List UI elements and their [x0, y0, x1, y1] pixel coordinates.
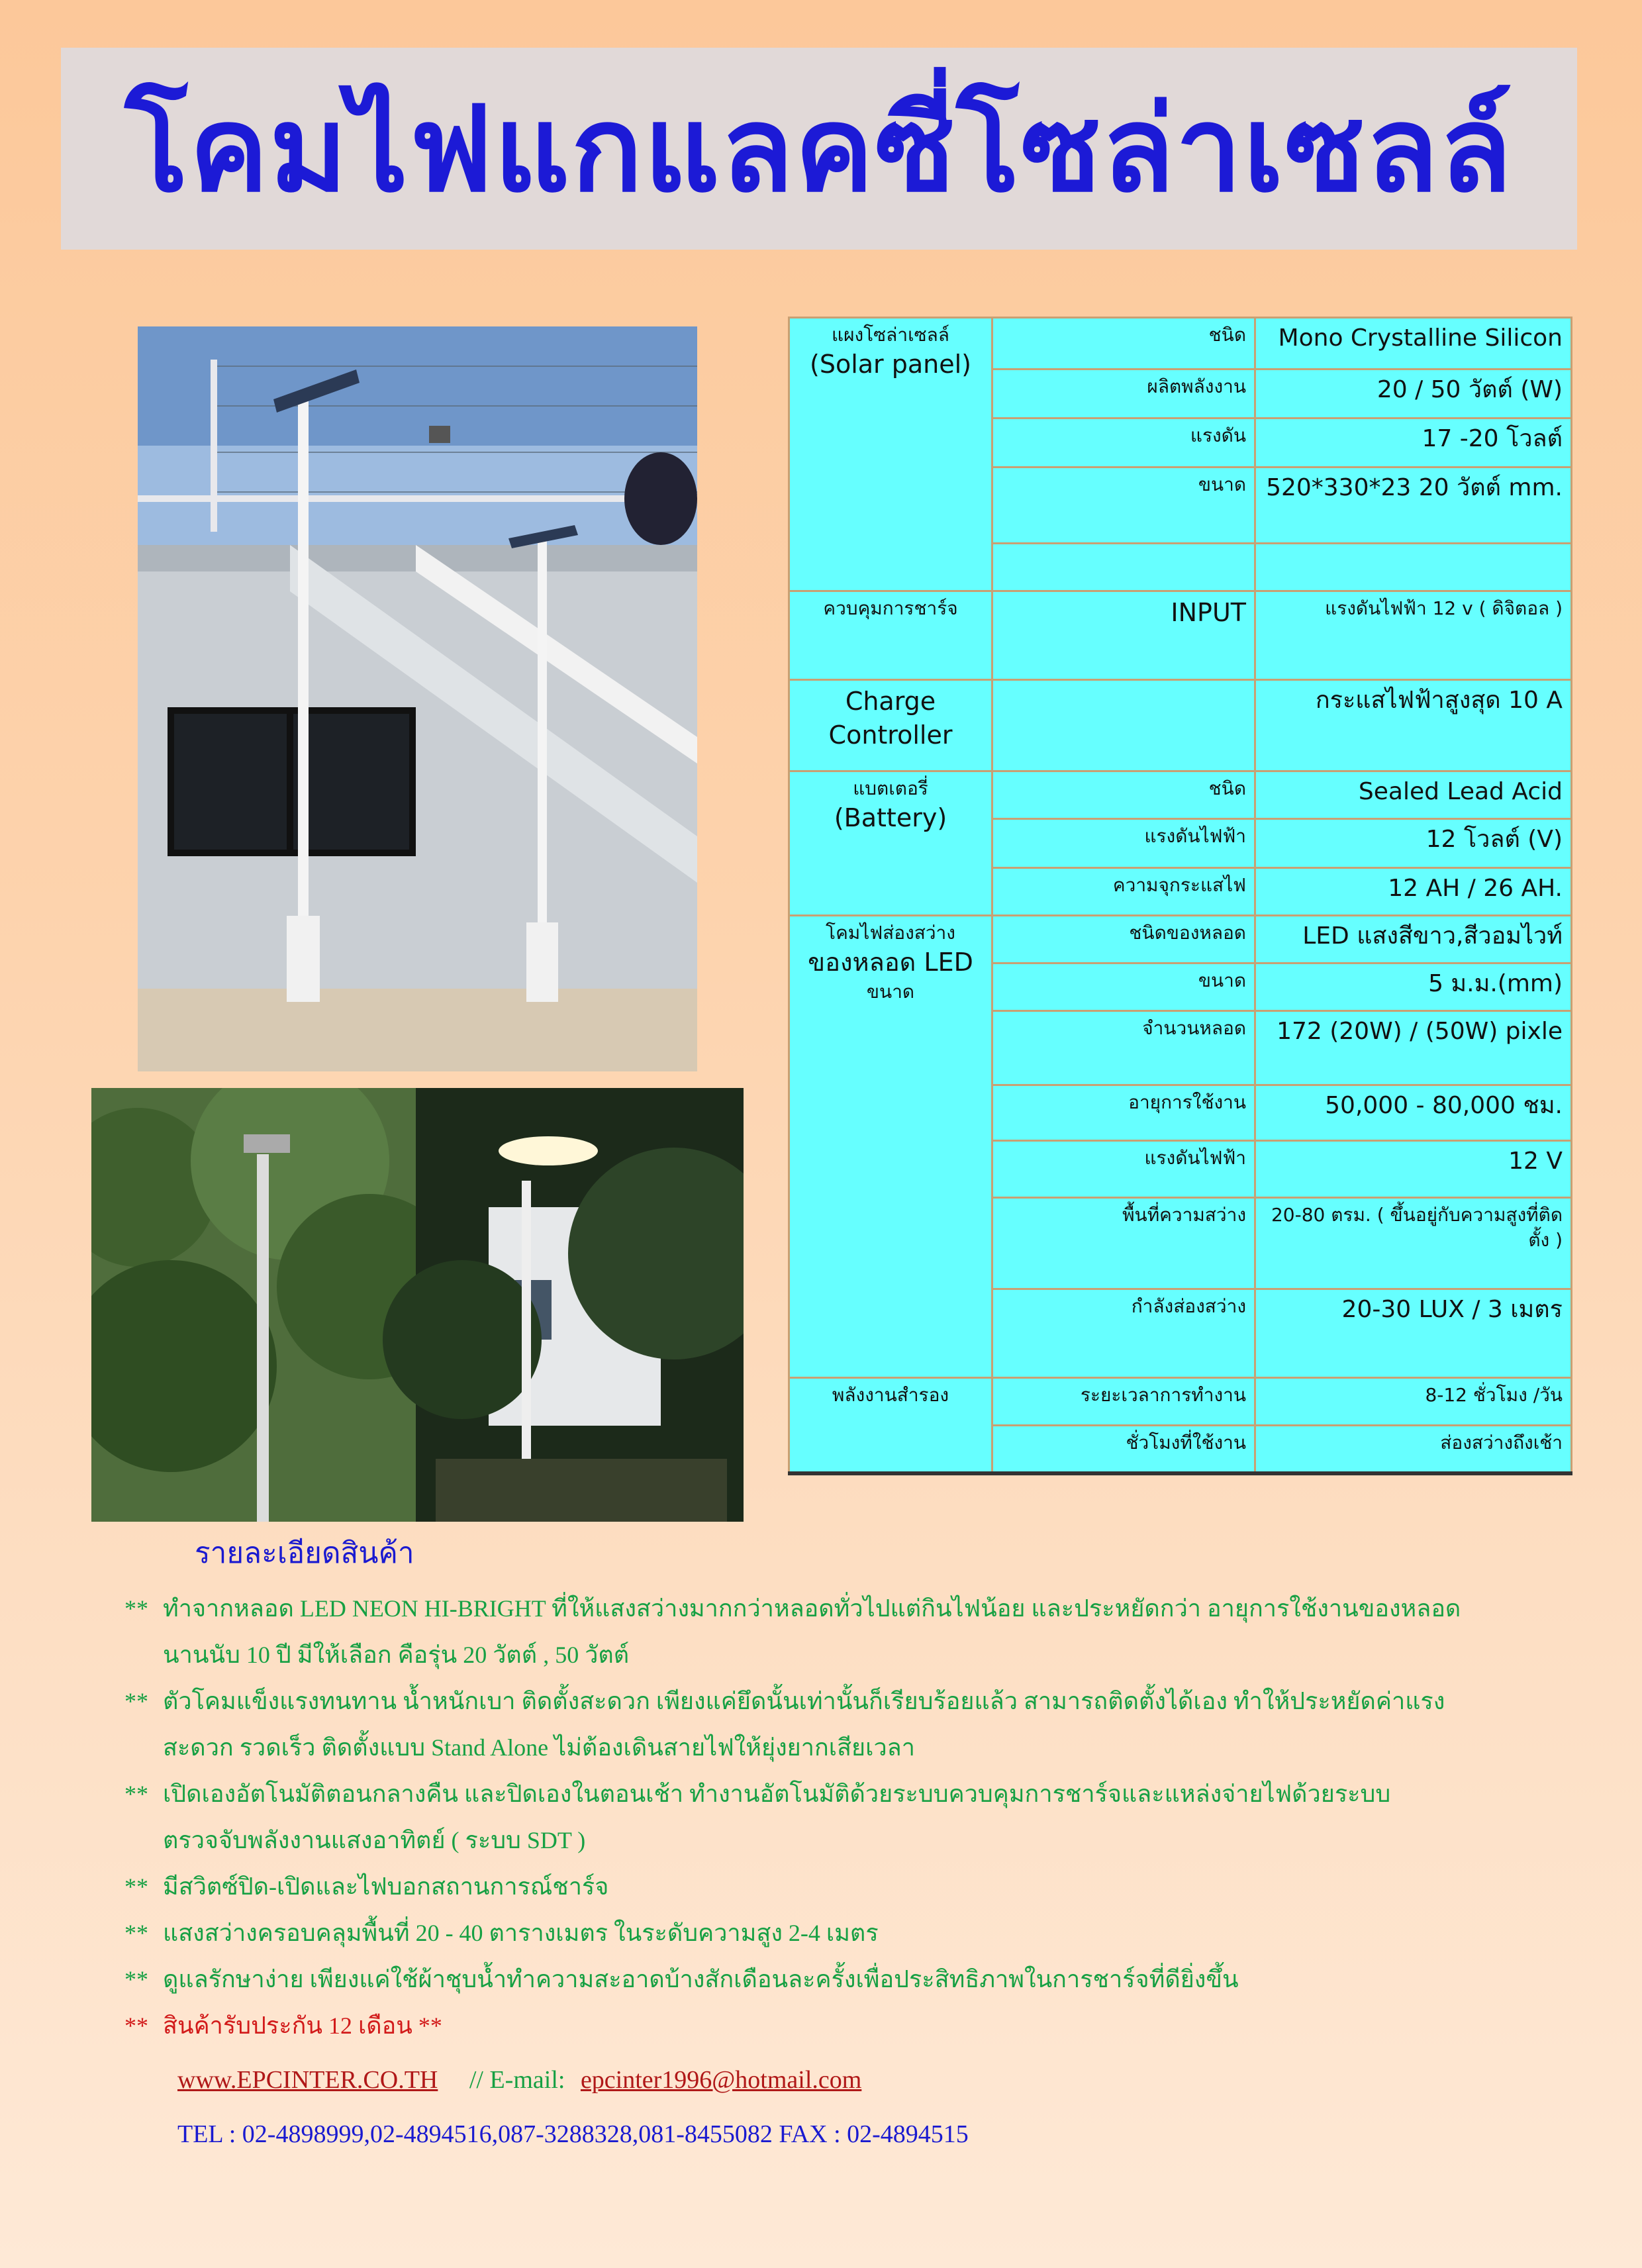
spec-value: 12 โวลต์ (V): [1255, 819, 1572, 868]
spec-value: 17 -20 โวลต์: [1255, 419, 1572, 468]
details-item-text: [163, 1585, 1581, 1678]
details-item-text: [163, 1910, 1581, 1956]
details-item: [124, 1956, 1581, 2002]
spec-label: ชนิด: [992, 771, 1255, 819]
spec-table: [788, 317, 1572, 1475]
spec-category-line: Charge: [845, 687, 936, 716]
details-line: ตรวจจับพลังงานแสงอาทิตย์ ( ระบบ SDT ): [163, 1827, 586, 1853]
spec-category-line: Controller: [828, 720, 953, 750]
bullet-marker: **: [124, 1920, 148, 1946]
details-item: [124, 1863, 1581, 1910]
spec-row: [789, 591, 1572, 680]
contact-web-row: [177, 2053, 969, 2107]
spec-label: ชนิดของหลอด: [992, 916, 1255, 963]
spec-label: พื้นที่ความสว่าง: [992, 1198, 1255, 1289]
spec-category: [789, 591, 992, 680]
spec-category: [789, 318, 992, 591]
spec-label: แรงดันไฟฟ้า: [992, 819, 1255, 868]
spec-label: ขนาด: [992, 468, 1255, 544]
spec-row: [789, 916, 1572, 963]
spec-value: 12 AH / 26 AH.: [1255, 868, 1572, 916]
spec-label: ความจุกระแสไฟ: [992, 868, 1255, 916]
spec-value: 172 (20W) / (50W) pixle: [1255, 1011, 1572, 1085]
details-line: ดูแลรักษาง่าย เพียงแค่ใช้ผ้าชุบน้ำทำความสะอาดบ้างสักเดือนละครั้งเพื่อประสิทธิภาพในการชาร์จที่ดียิ่งขึ้น: [163, 1966, 1239, 1993]
page-title: โคมไฟแกแลคซี่โซล่าเซลล์: [124, 81, 1514, 218]
spec-value: 20-80 ตรม. ( ขึ้นอยู่กับความสูงที่ติดตั้ง ): [1255, 1198, 1572, 1289]
warranty-text: สินค้ารับประกัน 12 เดือน **: [163, 2012, 442, 2039]
spec-category: [789, 680, 992, 771]
spec-category: [789, 771, 992, 916]
spec-category-line: (Solar panel): [810, 349, 971, 379]
spec-category-line: พลังงานสำรอง: [832, 1384, 949, 1406]
spec-row: [789, 771, 1572, 819]
spec-value: 20 / 50 วัตต์ (W): [1255, 370, 1572, 419]
spec-category: [789, 916, 992, 1378]
details-line: เปิดเองอัตโนมัติตอนกลางคืน และปิดเองในตอนเช้า ทำงานอัตโนมัติด้วยระบบควบคุมการชาร์จและแหล่งจ่ายไฟด้วยระบบ: [163, 1781, 1391, 1807]
spec-label: [992, 680, 1255, 771]
bullet-marker: **: [124, 1688, 148, 1714]
spec-value: กระแสไฟฟ้าสูงสุด 10 A: [1255, 680, 1572, 771]
spec-row: [789, 680, 1572, 771]
spec-value: 12 V: [1255, 1141, 1572, 1198]
spec-category-line: แบตเตอรี่: [853, 777, 928, 799]
spec-value: 5 ม.ม.(mm): [1255, 963, 1572, 1011]
spec-value: ส่องสว่างถึงเช้า: [1255, 1426, 1572, 1473]
details-item-text: [163, 1771, 1581, 1863]
details-line: ทำจากหลอด LED NEON HI-BRIGHT ที่ให้แสงสว่างมากกว่าหลอดทั่วไปแต่กินไฟน้อย และประหยัดกว่า อายุการใช้งานของหลอด: [163, 1595, 1461, 1622]
spec-label: อายุการใช้งาน: [992, 1085, 1255, 1141]
spec-label: แรงดันไฟฟ้า: [992, 1141, 1255, 1198]
details-line: มีสวิตซ์ปิด-เปิดและไฟบอกสถานการณ์ชาร์จ: [163, 1873, 609, 1900]
phone-fax: TEL : 02-4898999,02-4894516,087-3288328,081-8455082 FAX : 02-4894515: [177, 2120, 969, 2148]
spec-value: แรงดันไฟฟ้า 12 v ( ดิจิตอล ): [1255, 591, 1572, 680]
spec-label: จำนวนหลอด: [992, 1011, 1255, 1085]
bullet-marker: **: [124, 1781, 148, 1807]
bullet-marker: **: [124, 1966, 148, 1993]
spec-label: ผลิตพลังงาน: [992, 370, 1255, 419]
product-details: [124, 1530, 1581, 2049]
email-label: // E-mail:: [469, 2066, 565, 2094]
details-item-text: [163, 1956, 1581, 2002]
details-item: [124, 1678, 1581, 1771]
spec-value: 8-12 ชั่วโมง /วัน: [1255, 1378, 1572, 1426]
spec-row: [789, 318, 1572, 370]
spec-category-line: ขนาด: [866, 981, 915, 1003]
spec-value: 50,000 - 80,000 ชม.: [1255, 1085, 1572, 1141]
details-line: แสงสว่างครอบคลุมพื้นที่ 20 - 40 ตารางเมตร ในระดับความสูง 2-4 เมตร: [163, 1920, 879, 1946]
spec-label: ชนิด: [992, 318, 1255, 370]
bullet-marker: **: [124, 2012, 148, 2039]
spec-category-line: ควบคุมการชาร์จ: [823, 597, 958, 619]
spec-value: 20-30 LUX / 3 เมตร: [1255, 1289, 1572, 1378]
email-link[interactable]: epcinter1996@hotmail.com: [580, 2066, 862, 2094]
spec-value: Sealed Lead Acid: [1255, 771, 1572, 819]
product-photo-garden: [91, 1088, 744, 1522]
title-banner: [61, 48, 1577, 250]
details-item: [124, 1585, 1581, 1678]
details-line: สะดวก รวดเร็ว ติดตั้งแบบ Stand Alone ไม่ต้องเดินสายไฟให้ยุ่งยากเสียเวลา: [163, 1734, 915, 1761]
spec-category-line: ของหลอด LED: [808, 947, 973, 977]
warranty-item: [124, 2002, 1581, 2049]
details-list: [124, 1585, 1581, 2049]
spec-label: แรงดัน: [992, 419, 1255, 468]
details-item: [124, 1910, 1581, 1956]
spec-category-line: (Battery): [834, 803, 947, 832]
spec-label: [992, 544, 1255, 591]
details-line: นานนับ 10 ปี มีให้เลือก คือรุ่น 20 วัตต์ , 50 วัตต์: [163, 1642, 630, 1668]
spec-value: LED แสงสีขาว,สีวอมไวท์: [1255, 916, 1572, 963]
spec-category-line: โคมไฟส่องสว่าง: [826, 922, 955, 944]
details-heading: รายละเอียดสินค้า: [195, 1537, 414, 1569]
details-item-text: [163, 1863, 1581, 1910]
spec-row: [789, 1378, 1572, 1426]
spec-label: ชั่วโมงที่ใช้งาน: [992, 1426, 1255, 1473]
details-item: [124, 1771, 1581, 1863]
photo-daytime-image: [138, 326, 697, 1071]
details-line: ตัวโคมแข็งแรงทนทาน น้ำหนักเบา ติดตั้งสะดวก เพียงแค่ยึดนั้นเท่านั้นก็เรียบร้อยแล้ว สามารถติดตั้งได้เอง ทำให้ประหยัดค่าแรง: [163, 1688, 1445, 1714]
product-photo-daytime: [138, 326, 697, 1071]
spec-category: [789, 1378, 992, 1473]
bullet-marker: **: [124, 1595, 148, 1622]
website-link[interactable]: www.EPCINTER.CO.TH: [177, 2066, 438, 2094]
spec-label: ระยะเวลาการทำงาน: [992, 1378, 1255, 1426]
spec-label: INPUT: [992, 591, 1255, 680]
spec-category-line: แผงโซล่าเซลล์: [832, 324, 949, 346]
bullet-marker: **: [124, 1873, 148, 1900]
spec-label: ขนาด: [992, 963, 1255, 1011]
details-item-text: [163, 1678, 1581, 1771]
spec-label: กำลังส่องสว่าง: [992, 1289, 1255, 1378]
spec-value: Mono Crystalline Silicon: [1255, 318, 1572, 370]
contact-info: [177, 2053, 969, 2161]
photo-garden-image: [91, 1088, 744, 1522]
spec-table-body: [789, 318, 1572, 1473]
spec-value: [1255, 544, 1572, 591]
spec-value: 520*330*23 20 วัตต์ mm.: [1255, 468, 1572, 544]
